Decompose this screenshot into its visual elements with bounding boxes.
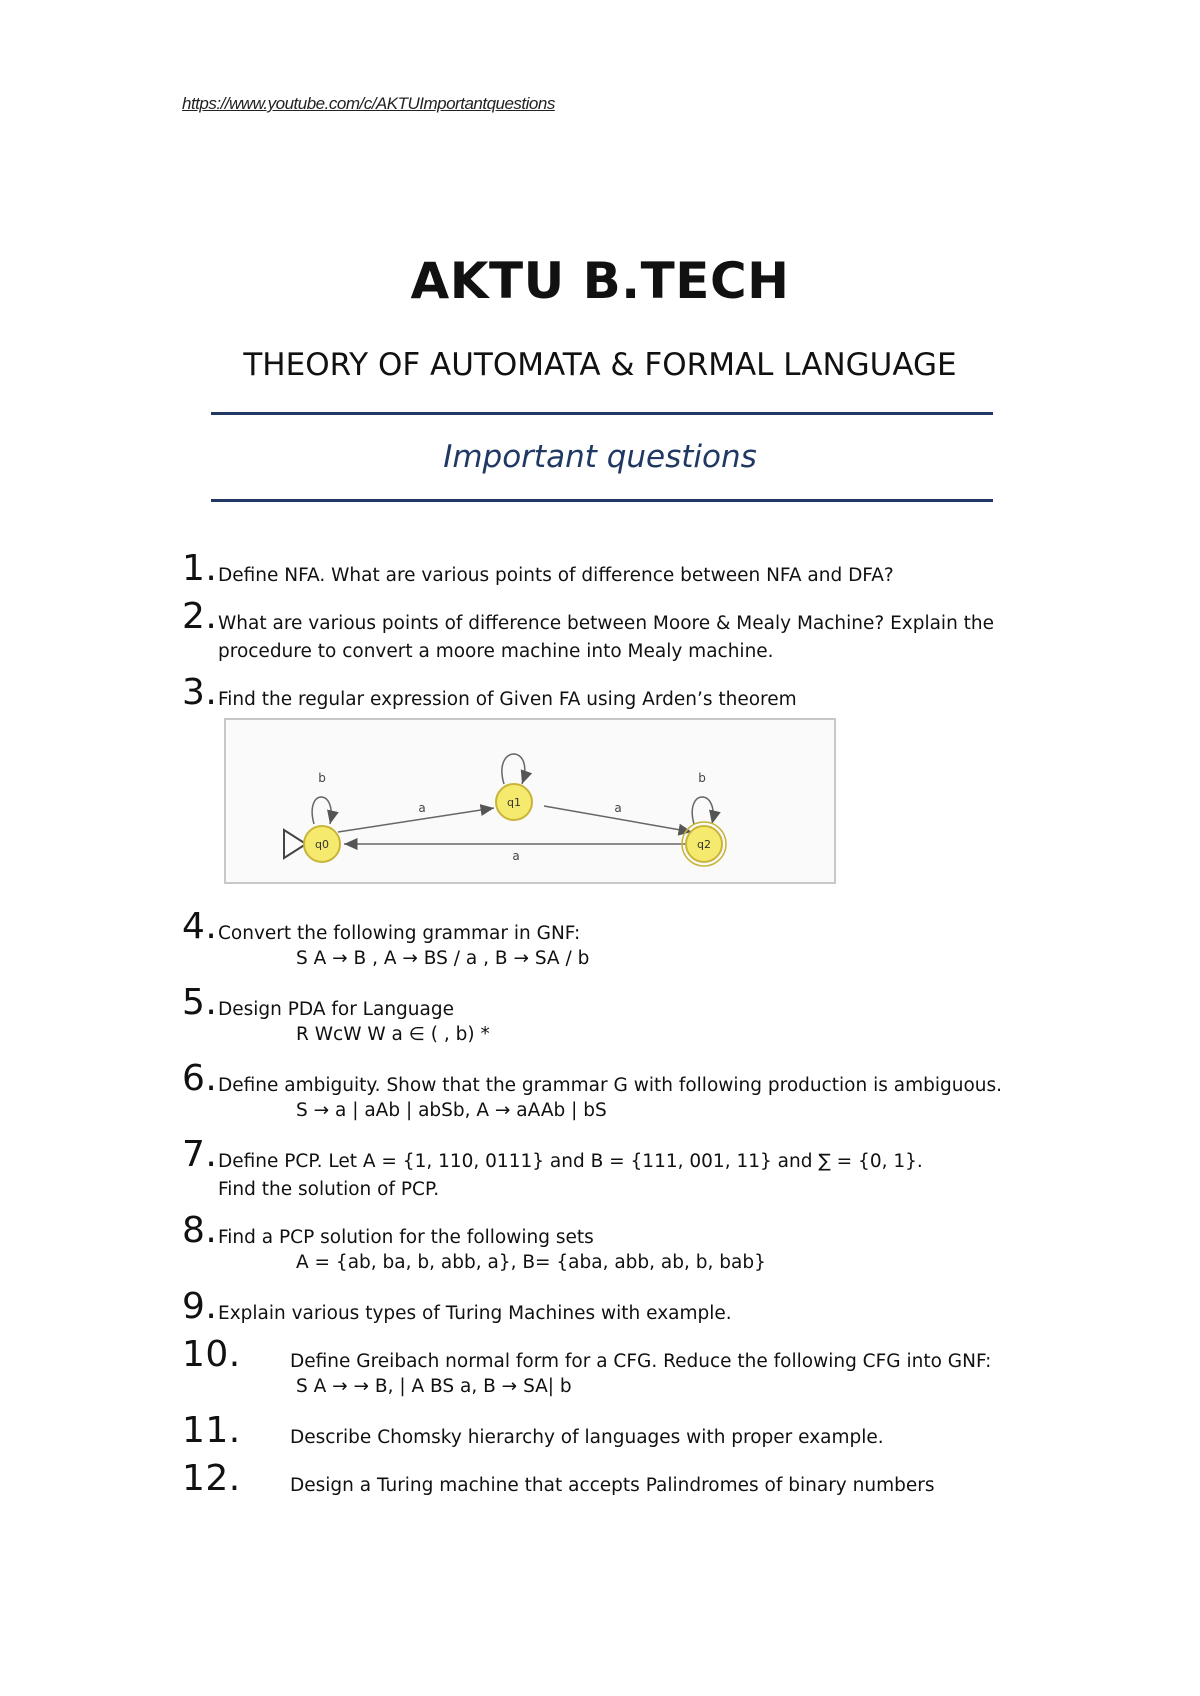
question-text: What are various points of difference between Moore & Mealy Machine? Explain the [218,613,995,634]
question-number: 6. [182,1058,218,1099]
edge-q0-self [312,797,331,824]
question-number: 10. [182,1334,241,1375]
section-label: Important questions [443,439,757,475]
label-q2-self: b [698,771,706,785]
question-text: Define ambiguity. Show that the grammar G with following production is ambiguous. [218,1075,1003,1096]
divider-bottom [211,499,993,502]
state-q0-label: q0 [315,838,329,851]
question-number: 12. [182,1458,241,1499]
question-text-cont: procedure to convert a moore machine into Mealy machine. [218,641,774,662]
question-text: Design a Turing machine that accepts Palindromes of binary numbers [290,1475,935,1496]
edge-q2-self [692,797,713,824]
label-q2-q0: a [512,849,520,863]
question-text: Define Greibach normal form for a CFG. Reduce the following CFG into GNF: [290,1351,992,1372]
question-number: 5. [182,982,218,1023]
question-subtext: R WcW W a ∈ ( , b) * [296,1024,490,1045]
question-text: Describe Chomsky hierarchy of languages with proper example. [290,1427,884,1448]
question-text: Define PCP. Let A = {1, 110, 0111} and B = {111, 001, 11} and ∑ = {0, 1}. [218,1151,923,1172]
url-link[interactable]: https://www.youtube.com/c/AKTUImportantquestions [182,94,555,113]
question-subtext: A = {ab, ba, b, abb, a}, B= {aba, abb, ab, b, bab} [296,1252,766,1273]
edge-q1-self [502,754,525,784]
document-subtitle: THEORY OF AUTOMATA & FORMAL LANGUAGE [243,347,957,383]
document-title: AKTU B.TECH [410,252,790,310]
question-text: Explain various types of Turing Machines with example. [218,1303,732,1324]
question-text: Design PDA for Language [218,999,454,1020]
state-q2-label: q2 [697,838,711,851]
start-arrow [284,830,306,858]
fa-diagram [224,718,836,884]
question-text: Convert the following grammar in GNF: [218,923,581,944]
edge-q0-q1 [338,808,494,832]
question-number: 8. [182,1210,218,1251]
question-number: 1. [182,548,218,589]
question-text: Define NFA. What are various points of difference between NFA and DFA? [218,565,894,586]
question-subtext: S A → → B, | A BS a, B → SA| b [296,1376,572,1397]
question-text: Find the regular expression of Given FA using Arden’s theorem [218,689,797,710]
fa-diagram-svg [226,720,834,882]
question-number: 11. [182,1410,241,1451]
question-number: 7. [182,1134,218,1175]
question-text: Find a PCP solution for the following sets [218,1227,594,1248]
question-text-cont: Find the solution of PCP. [218,1179,440,1200]
label-q1-q2: a [614,801,622,815]
label-q0-self: b [318,771,326,785]
question-number: 9. [182,1286,218,1327]
divider-top [211,412,993,415]
question-number: 4. [182,906,218,947]
label-q0-q1: a [418,801,426,815]
question-number: 3. [182,672,218,713]
question-number: 2. [182,596,218,637]
state-q1-label: q1 [507,796,521,809]
question-subtext: S → a | aAb | abSb, A → aAAb | bS [296,1100,607,1121]
question-subtext: S A → B , A → BS / a , B → SA / b [296,948,590,969]
